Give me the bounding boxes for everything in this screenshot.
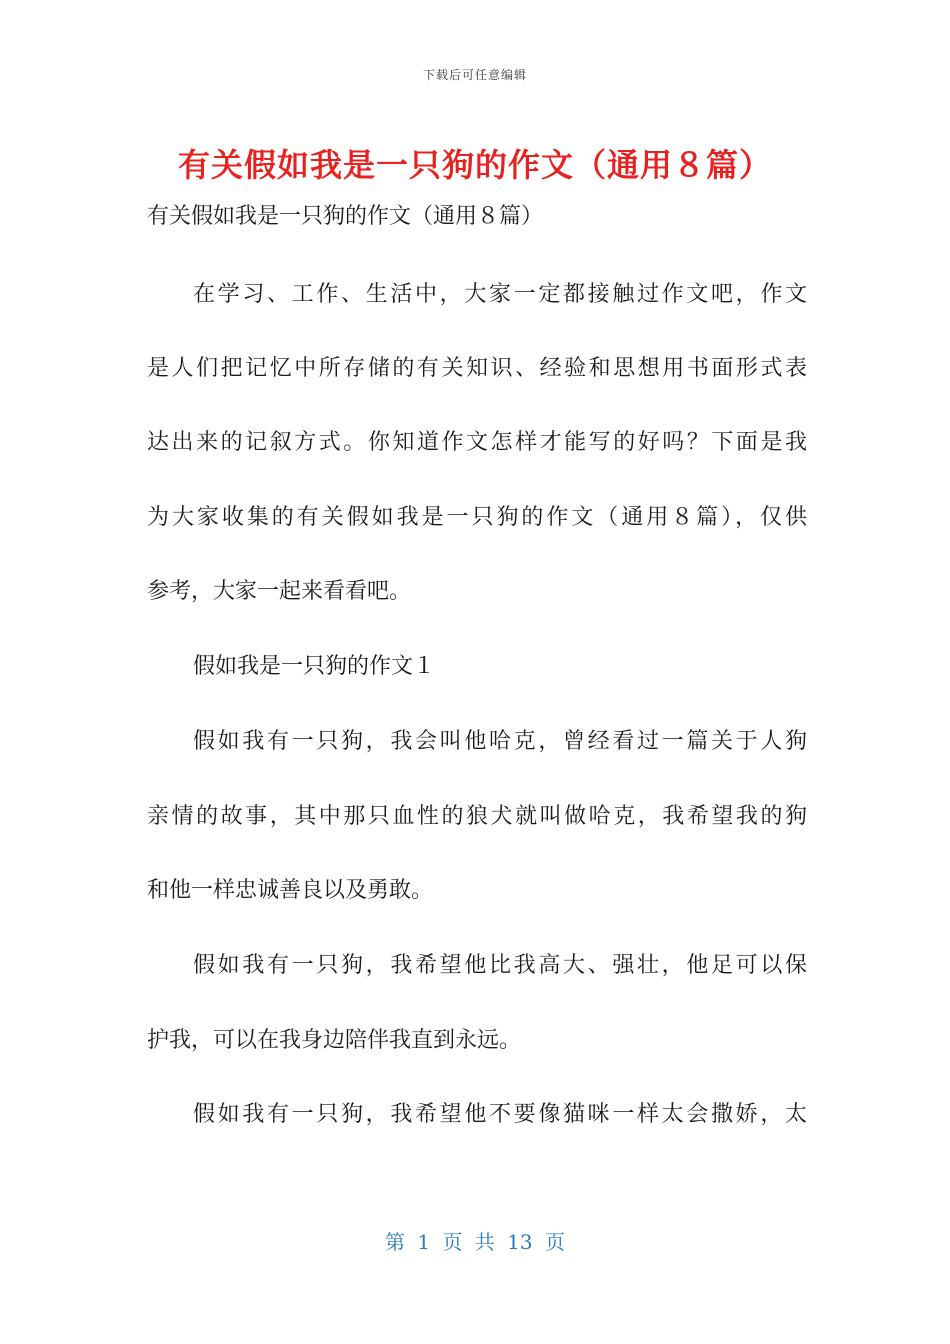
paragraph-line: 假如我有一只狗，我希望他比我高大、强壮，他足可以保 — [193, 953, 807, 978]
paragraph-line: 参考，大家一起来看看吧。 — [147, 579, 412, 604]
paragraph-line: 为大家收集的有关假如我是一只狗的作文（通用８篇），仅供 — [147, 505, 807, 530]
paragraph-line: 和他一样忠诚善良以及勇敢。 — [147, 878, 434, 903]
paragraph-line: 假如我有一只狗，我会叫他哈克，曾经看过一篇关于人狗 — [193, 729, 807, 754]
paragraph-line: 达出来的记叙方式。你知道作文怎样才能写的好吗？下面是我 — [147, 430, 807, 455]
paragraph-line: 假如我有一只狗，我希望他不要像猫咪一样太会撒娇，太 — [193, 1102, 807, 1127]
paragraph-line: 是人们把记忆中所存储的有关知识、经验和思想用书面形式表 — [147, 356, 807, 381]
paragraph-line: 护我，可以在我身边陪伴我直到永远。 — [147, 1028, 522, 1053]
paragraph-line: 亲情的故事，其中那只血性的狼犬就叫做哈克，我希望我的狗 — [147, 804, 807, 829]
document-title: 有关假如我是一只狗的作文（通用８篇） — [177, 146, 772, 184]
subtitle-line: 有关假如我是一只狗的作文（通用８篇） — [147, 204, 544, 229]
paragraph-line: 在学习、工作、生活中，大家一定都接触过作文吧，作文 — [193, 282, 807, 307]
header-note: 下载后可任意编辑 — [422, 68, 527, 82]
page-footer: 第 1 页 共 13 页 — [385, 1230, 565, 1254]
section-heading: 假如我是一只狗的作文１ — [193, 654, 436, 679]
